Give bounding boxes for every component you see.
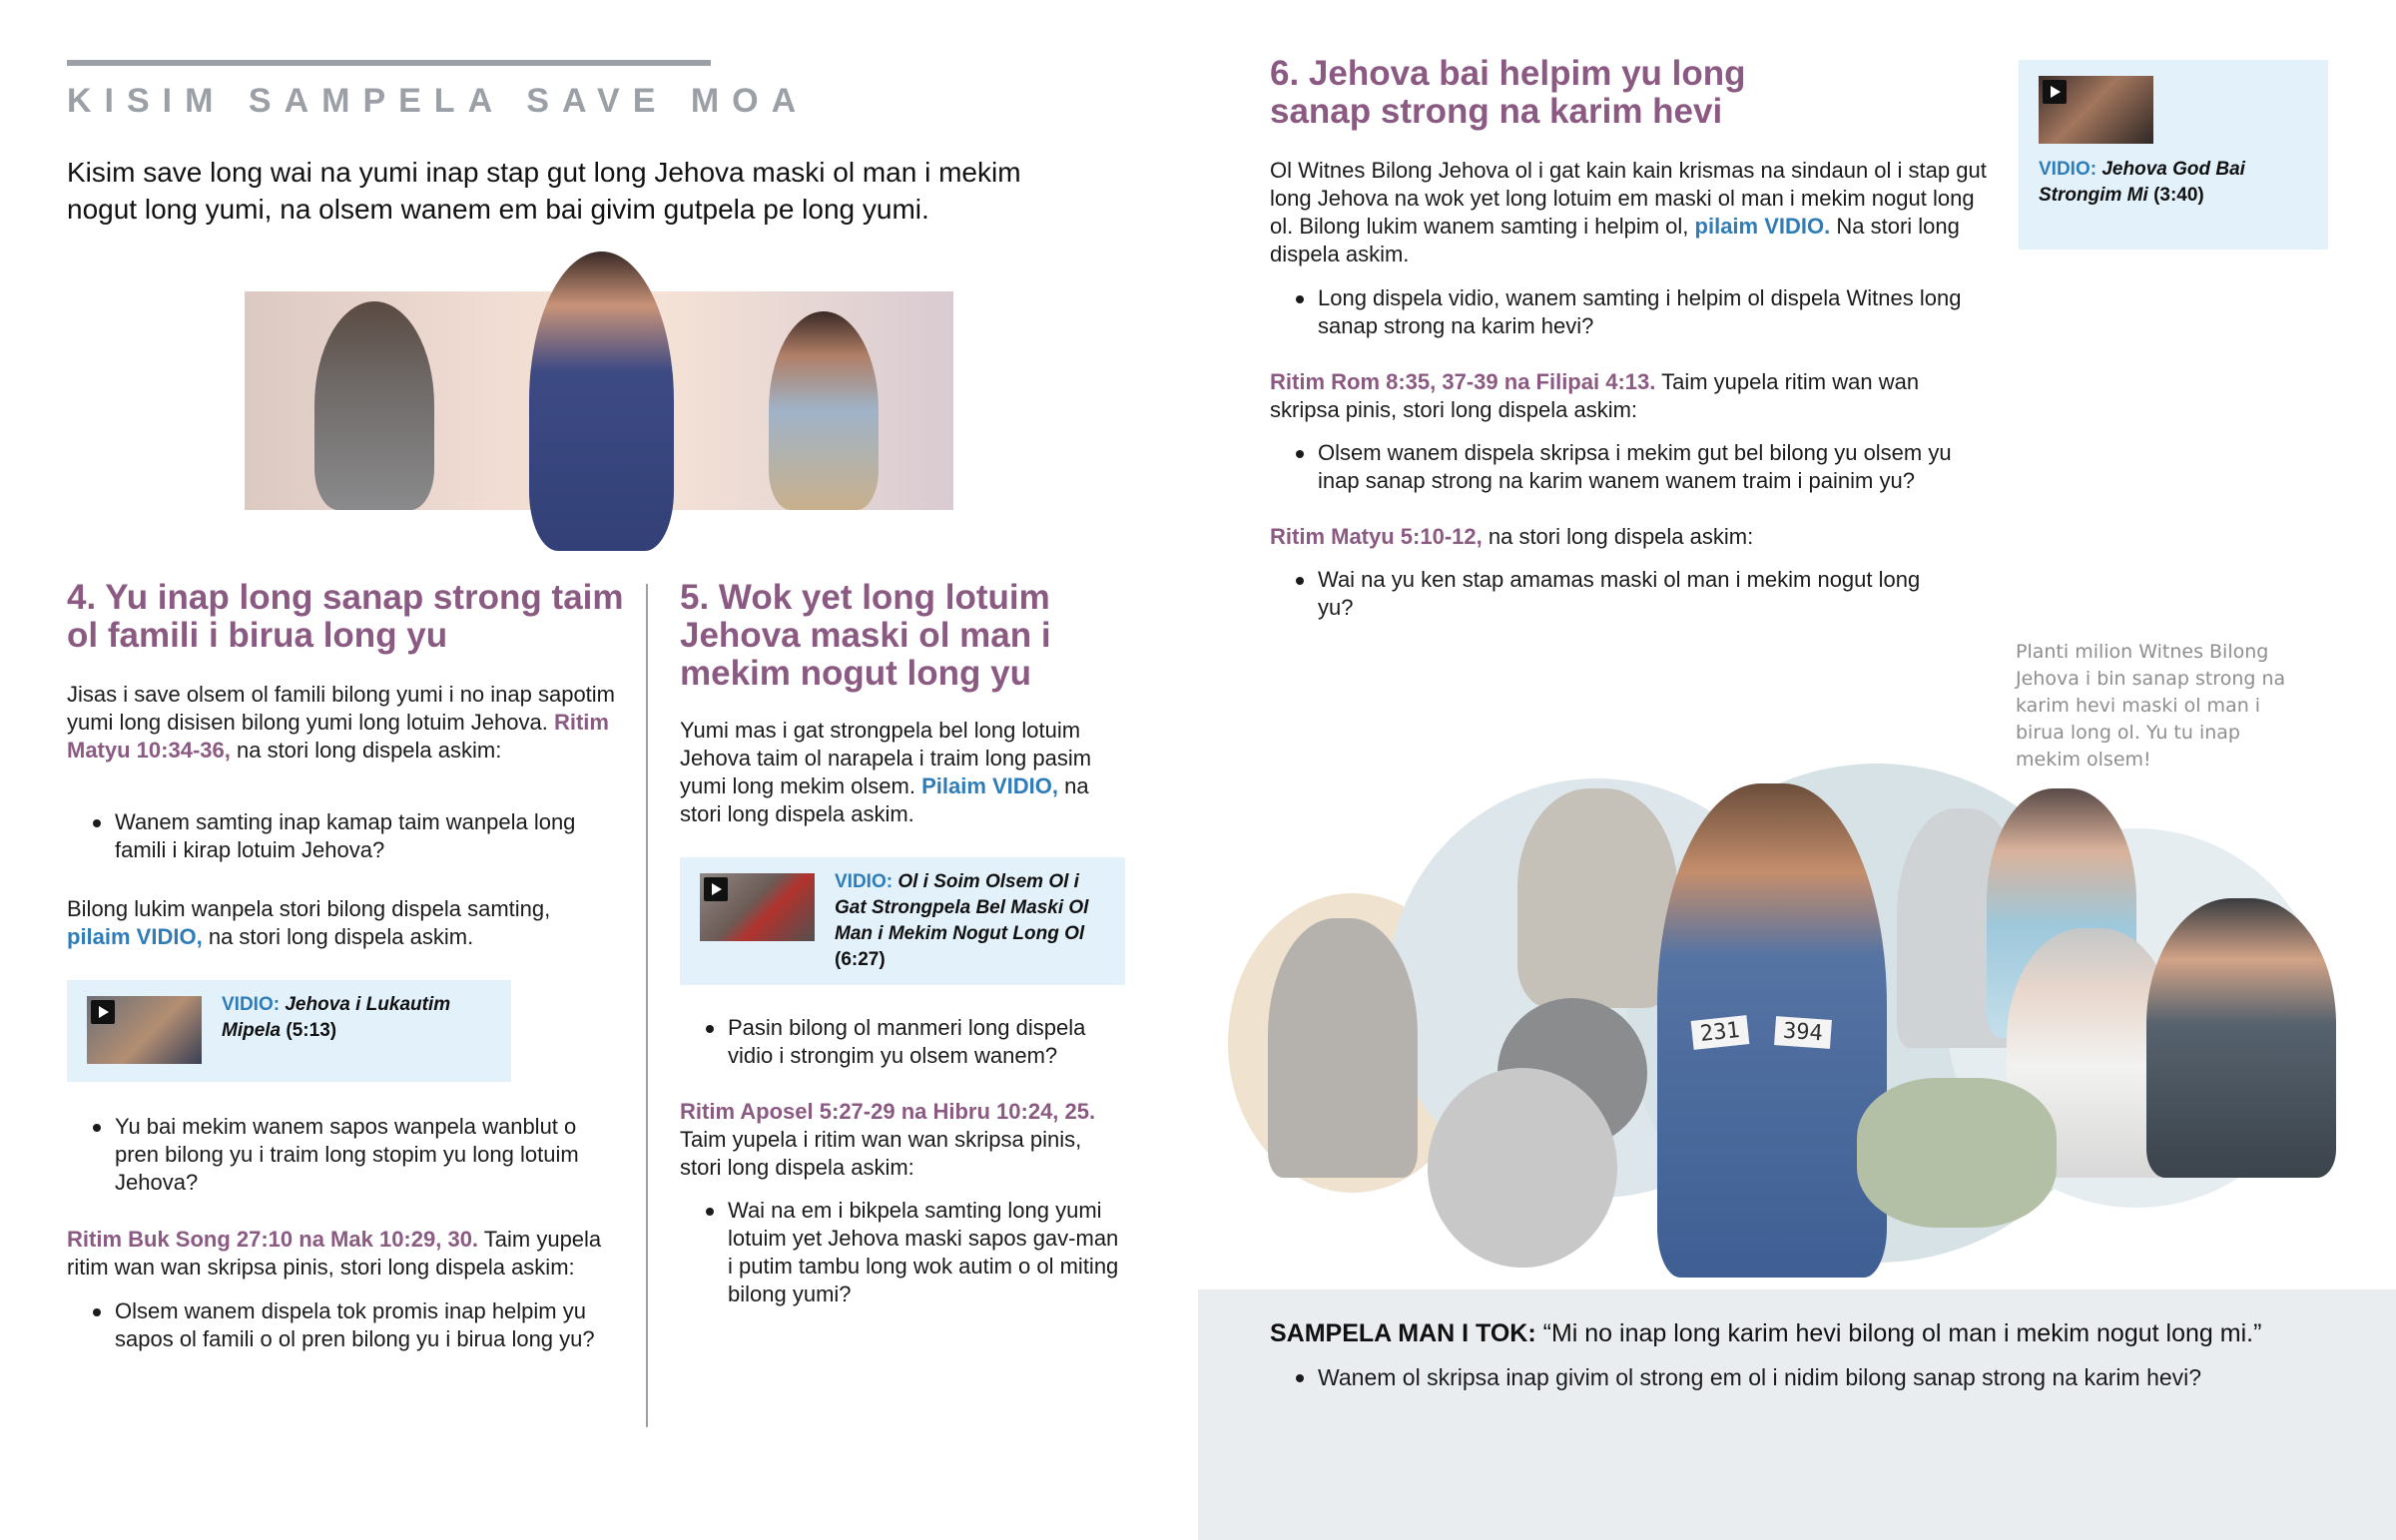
section-5-heading: 5. Wok yet long lotuim Jehova maski ol man i mekim nogut long yu [680,578,1051,693]
section-6-heading: 6. Jehova bai helpim yu long sanap strong na karim hevi [1270,54,1746,131]
section-label: KISIM SAMPELA SAVE MOA [67,82,810,120]
s5-video-link[interactable]: Pilaim VIDIO, [921,773,1059,798]
sample-quote: SAMPELA MAN I TOK: “Mi no inap long karim hevi bilong ol man i mekim nogut long mi.” [1270,1319,2262,1347]
s5-question-1: Pasin bilong ol manmeri long dispela vidio i strongim yu olsem wanem? [680,1014,1119,1070]
s4-video-caption: VIDIO: Jehova i Lukautim Mipela (5:13) [222,994,451,1041]
s6-video-caption: VIDIO: Jehova God Bai Strongim Mi (3:40) [2039,159,2245,206]
s6-video-link[interactable]: pilaim VIDIO. [1694,214,1831,239]
s6-paragraph-2: Ritim Rom 8:35, 37-39 na Filipai 4:13. Taim yupela ritim wan wan skripsa pinis, stori long dispela askim: [1270,369,1920,422]
s4-question-3: Olsem wanem dispela tok promis inap helpim yu sapos ol famili o ol pren bilong yu i birua long yu? [67,1297,611,1353]
s6-question-1: Long dispela vidio, wanem samting i helpim ol dispela Witnes long sanap strong na karim hevi? [1270,284,1969,340]
s4-video-card[interactable] [67,980,511,1082]
illustration-caption: Planti milion Witnes Bilong Jehova i bin sanap strong na karim hevi maski ol man i birua long ol. Yu tu inap mekim olsem! [2016,641,2286,770]
s6-paragraph-3: Ritim Matyu 5:10-12, na stori long dispela askim: [1270,524,1754,549]
s4-question-2: Yu bai mekim wanem sapos wanpela wanblut o pren bilong yu i traim long stopim yu long lotuim Jehova? [67,1113,626,1197]
s4-question-1: Wanem samting inap kamap taim wanpela long famili i kirap lotuim Jehova? [67,808,626,864]
play-icon[interactable] [2043,80,2067,104]
s4-ref-1[interactable]: Ritim Matyu 10:34-36, [67,710,609,763]
s5-paragraph-2: Ritim Aposel 5:27-29 na Hibru 10:24, 25. Taim yupela i ritim wan wan skripsa pinis, stori long dispela askim: [680,1099,1096,1180]
video-thumbnail[interactable] [700,873,815,941]
s5-video-caption: VIDIO: Ol i Soim Olsem Ol i Gat Strongpela Bel Maski Ol Man i Mekim Nogut Long Ol (6:27) [835,871,1089,970]
play-icon[interactable] [91,1000,115,1024]
witnesses-collage-illustration [1228,769,2356,1278]
family-illustration [245,291,953,510]
s4-paragraph-1: Jisas i save olsem ol famili bilong yumi i no inap sapotim yumi long disisen bilong yumi long lotuim Jehova. Ritim Matyu 10:34-36, na stori long dispela askim: [67,682,616,763]
s6-question-3: Wai na yu ken stap amamas maski ol man i mekim nogut long yu? [1270,566,1929,622]
s6-paragraph-1: Ol Witnes Bilong Jehova ol i gat kain kain krismas na sindaun ol i stap gut long Jehova na wok yet long lotuim em maski ol man i mekim nogut long ol. Bilong lukim wanem samting i helpim ol, pilaim VIDIO. Na stori long dispela askim. [1270,158,1987,266]
badge-number-1: 231 [1691,1015,1749,1050]
s6-question-2: Olsem wanem dispela skripsa i mekim gut bel bilong yu olsem yu inap sanap strong na karim wanem wanem traim i painim yu? [1270,439,1989,495]
badge-number-2: 394 [1774,1016,1832,1049]
play-icon[interactable] [704,877,728,901]
s4-paragraph-3: Ritim Buk Song 27:10 na Mak 10:29, 30. Taim yupela ritim wan wan skripsa pinis, stori long dispela askim: [67,1227,602,1280]
s6-ref-1[interactable]: Ritim Rom 8:35, 37-39 na Filipai 4:13. [1270,369,1656,394]
video-thumbnail[interactable] [87,996,202,1064]
video-thumbnail[interactable] [2039,76,2153,144]
s5-paragraph-1: Yumi mas i gat strongpela bel long lotuim Jehova taim ol narapela i traim long pasim yumi long mekim olsem. Pilaim VIDIO, na stori long dispela askim. [680,718,1092,826]
intro-text: Kisim save long wai na yumi inap stap gut long Jehova maski ol man i mekim nogut long yumi, na olsem wanem em bai givim gutpela pe long yumi. [67,157,1021,225]
s5-ref-1[interactable]: Ritim Aposel 5:27-29 na Hibru 10:24, 25. [680,1099,1096,1124]
s5-question-2: Wai na em i bikpela samting long yumi lotuim yet Jehova maski sapos gav-man i putim tambu long wok autim o ol miting bilong yumi? [680,1197,1119,1308]
section-4-heading: 4. Yu inap long sanap strong taim ol famili i birua long yu [67,578,624,655]
s4-video-link[interactable]: pilaim VIDIO, [67,924,203,949]
sample-question: Wanem ol skripsa inap givim ol strong em ol i nidim bilong sanap strong na karim hevi? [1270,1363,2268,1391]
top-rule [67,60,711,66]
s5-video-card[interactable] [680,857,1125,985]
s4-paragraph-2: Bilong lukim wanpela stori bilong dispela samting, pilaim VIDIO, na stori long dispela askim. [67,896,551,949]
column-divider [646,584,648,1427]
s6-video-card[interactable] [2019,60,2328,250]
s4-ref-2[interactable]: Ritim Buk Song 27:10 na Mak 10:29, 30. [67,1227,479,1252]
s6-ref-2[interactable]: Ritim Matyu 5:10-12, [1270,524,1483,549]
